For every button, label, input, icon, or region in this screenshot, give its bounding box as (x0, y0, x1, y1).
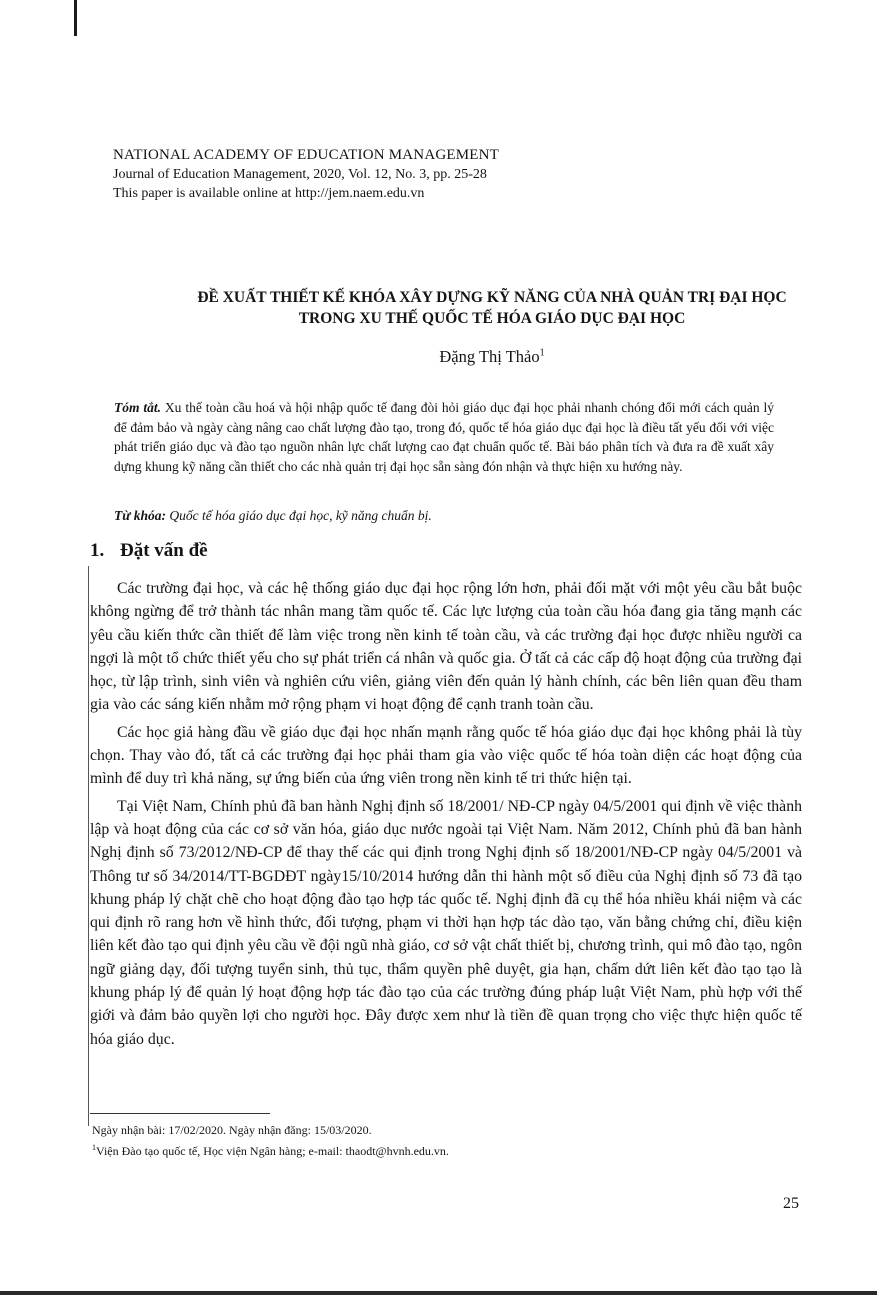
availability-note: This paper is available online at http://jem.naem.edu.vn (113, 186, 425, 201)
footnote-affiliation-line (92, 1139, 792, 1160)
scan-artifact-bottom-edge (0, 1291, 877, 1295)
paper-title (92, 287, 877, 329)
keywords-text: Quốc tế hóa giáo dục đại học, kỹ năng chuẩn bị. (165, 508, 432, 523)
scan-artifact-line (74, 0, 77, 36)
section-number: 1. (90, 540, 105, 561)
footnote-divider (90, 1113, 270, 1114)
footnotes (92, 1121, 792, 1160)
affiliation-marker: 1 (92, 1143, 96, 1152)
footnote-affiliation: Viện Đào tạo quốc tế, Học viện Ngân hàng; e-mail: thaodt@hvnh.edu.vn. (96, 1144, 449, 1158)
footnote-dates: Ngày nhận bài: 17/02/2020. Ngày nhận đăng: 15/03/2020. (92, 1123, 372, 1137)
journal-citation: Journal of Education Management, 2020, Vol. 12, No. 3, pp. 25-28 (113, 167, 487, 182)
scan-artifact-margin-line (88, 566, 89, 1126)
institution-name: NATIONAL ACADEMY OF EDUCATION MANAGEMENT (113, 147, 500, 163)
journal-header (113, 146, 813, 203)
paragraph-1: Các trường đại học, và các hệ thống giáo dục đại học rộng lớn hơn, phải đối mặt với một yêu cầu bắt buộc không ngừng để trở thành tác nhân mang tầm quốc tế. Các lực lượng của toàn cầu hóa đang gia tăng mạnh các yêu cầu kiến thức cần thiết để làm việc trong nền kinh tế toàn cầu, và các trường đại học được nhiều người ca ngợi là một tổ chức thiết yếu cho sự phát triển cá nhân và quốc gia. Ở tất cả các cấp độ hoạt động của trường đại học, từ lập trình, sinh viên và nghiên cứu viên, giảng viên đến quản lý hành chính, các bên liên quan đều tham gia vào các sáng kiến nhằm mở rộng phạm vi hoạt động để cạnh tranh toàn cầu. (90, 580, 802, 714)
page-number: 25 (783, 1195, 799, 1212)
abstract (114, 398, 774, 476)
section-heading (90, 540, 208, 562)
title-line-2: TRONG XU THẾ QUỐC TẾ HÓA GIÁO DỤC ĐẠI HỌC (298, 310, 686, 327)
keywords (114, 508, 774, 524)
body-text (90, 577, 802, 1055)
author-line (92, 347, 877, 367)
section-title: Đặt vấn đề (120, 540, 208, 561)
title-line-1: ĐỀ XUẤT THIẾT KẾ KHÓA XÂY DỰNG KỸ NĂNG CỦA NHÀ QUẢN TRỊ ĐẠI HỌC (197, 289, 787, 306)
author-marker: 1 (539, 347, 545, 359)
author-name: Đặng Thị Thảo (439, 347, 540, 366)
abstract-text: Xu thế toàn cầu hoá và hội nhập quốc tế đang đòi hỏi giáo dục đại học phải nhanh chóng đổi mới cách quản lý để đảm bảo và ngày càng nâng cao chất lượng đào tạo, trong đó, quốc tế hóa giáo dục đại học là điều tất yếu đối với việc phát triển giáo dục và đào tạo nguồn nhân lực chất lượng cao đạt chuẩn quốc tế. Bài báo phân tích và đưa ra đề xuất xây dựng khung kỹ năng cần thiết cho các nhà quản trị đại học sẵn sàng đón nhận và thực hiện xu hướng này. (114, 400, 775, 474)
abstract-label: Tóm tắt. (114, 400, 162, 415)
keywords-label: Từ khóa: (114, 508, 166, 523)
paragraph-2: Các học giả hàng đầu về giáo dục đại học nhấn mạnh rằng quốc tế hóa giáo dục đại học không phải là tùy chọn. Thay vào đó, tất cả các trường đại học phải tham gia vào việc quốc tế hóa toàn diện các hoạt động của mình để duy trì khả năng, sự ứng biến của ứng viên trong nền kinh tế tri thức hiện tại. (90, 723, 802, 788)
paragraph-3: Tại Việt Nam, Chính phủ đã ban hành Nghị định số 18/2001/ NĐ-CP ngày 04/5/2001 qui định về việc thành lập và hoạt động của các cơ sở văn hóa, giáo dục nước ngoài tại Việt Nam. Năm 2012, Chính phủ đã ban hành Nghị định số 73/2012/NĐ-CP để thay thế các qui định trong Nghị định số 18/2001/NĐ-CP ngày 04/5/2001 và Thông tư số 34/2014/TT-BGDĐT ngày15/10/2014 hướng dẫn thi hành một số điều của Nghị định số 73 đã tạo khung pháp lý chặt chẽ cho hoạt động đào tạo hợp tác quốc tế. Nghị định đã cụ thể hóa nhiều khái niệm và các qui định rõ rang hơn về hình thức, đối tượng, phạm vi thời hạn hợp tác dào tạo, văn bằng chứng chỉ, điều kiện liên kết đào tạo qui định yêu cầu về đội ngũ nhà giáo, cơ sở vật chất thiết bị, chương trình, qui mô đào tạo, ngôn ngữ giảng dạy, đối tượng tuyển sinh, thủ tục, thẩm quyền phê duyệt, gia hạn, chấm dứt liên kết đào tạo tạo là khung pháp lý để quản lý hoạt động hợp tác đào tạo của các trường đúng pháp luật Việt Nam, phù hợp với thế giới và đảm bảo quyền lợi cho người học. Đây được xem như là tiền đề quan trọng cho việc thực hiện quốc tế hóa giáo dục. (90, 797, 802, 1048)
